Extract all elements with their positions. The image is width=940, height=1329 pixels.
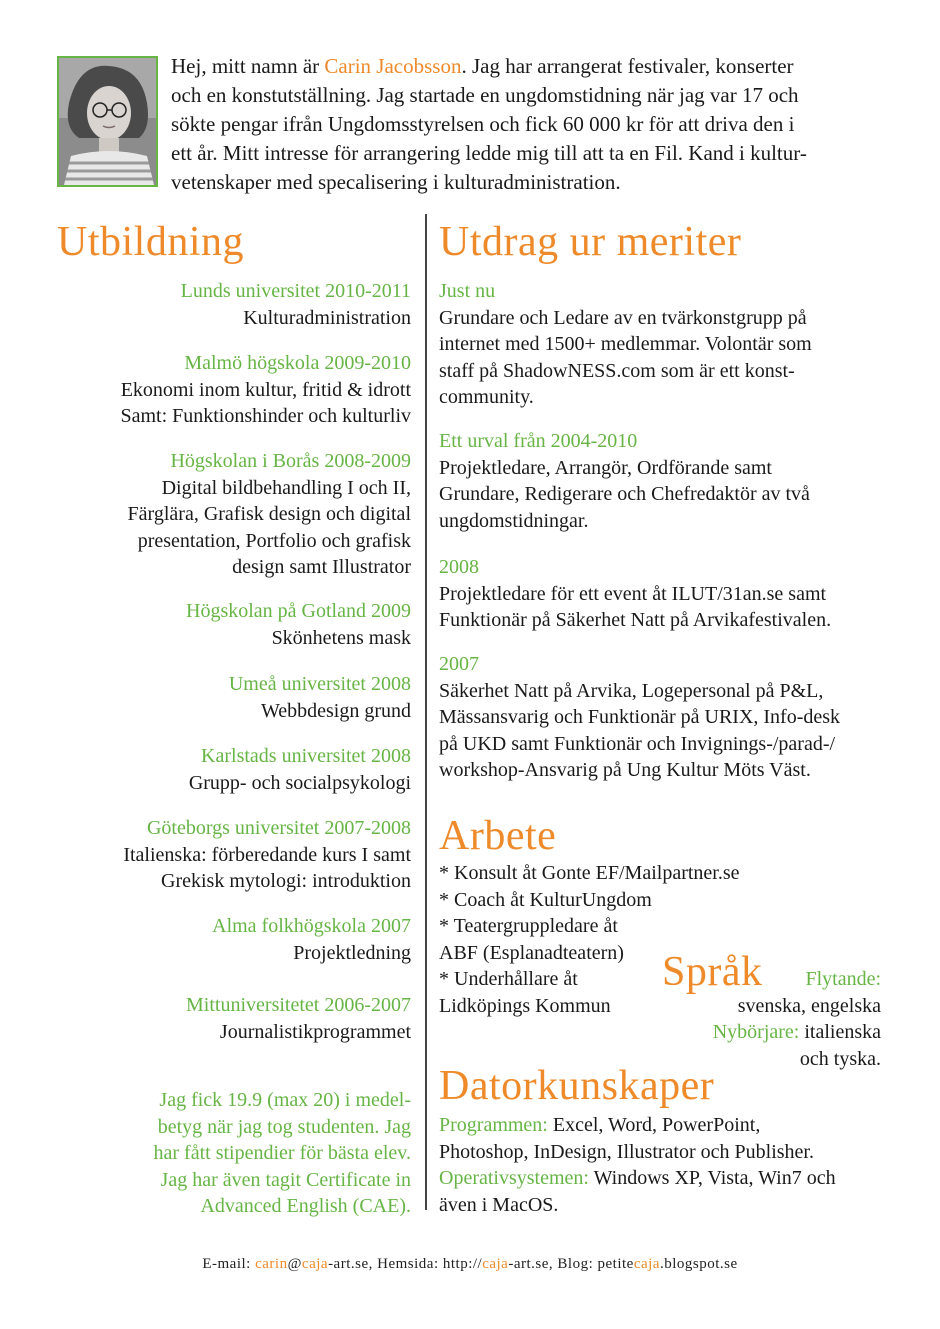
merit-text: Projektledare för ett event åt ILUT/31an.se samt — [439, 582, 827, 605]
languages-fluent-label: Flytande: — [805, 968, 881, 990]
education-course: design samt Illustrator — [232, 556, 411, 578]
education-institution: Umeå universitet 2008 — [228, 673, 411, 695]
education-institution: Högskolan på Gotland 2009 — [186, 600, 411, 622]
education-note-line: Advanced English (CAE). — [200, 1195, 411, 1217]
education-note-line: har fått stipendier för bästa elev. — [153, 1142, 411, 1164]
computer-block — [439, 1112, 899, 1218]
intro-paragraph — [171, 52, 891, 197]
footer-email-domain[interactable]: caja — [301, 1256, 329, 1272]
work-item: * Coach åt KulturUngdom — [439, 888, 652, 911]
intro-line: och en konstutställning. Jag startade en ungdomstidning när jag var 17 och — [171, 83, 799, 107]
languages-fluent-value: svenska, engelska — [737, 994, 881, 1017]
merit-entry — [439, 554, 899, 634]
education-entry — [51, 992, 411, 1045]
merit-label: Just nu — [439, 280, 496, 302]
education-course: Ekonomi inom kultur, fritid & idrott — [120, 378, 411, 401]
languages-beginner-label: Nybörjare: — [712, 1021, 800, 1043]
work-item: Lidköpings Kommun — [439, 994, 611, 1017]
work-heading: Arbete — [439, 813, 557, 859]
footer-email-at: @ — [287, 1256, 302, 1272]
work-item: * Teatergruppledare åt — [439, 915, 618, 937]
education-note-line: Jag har även tagit Certificate in — [160, 1168, 411, 1191]
education-institution: Göteborgs universitet 2007-2008 — [146, 817, 411, 839]
footer-site-rest: -art.se, Blog: petite — [508, 1256, 634, 1272]
education-institution: Alma folkhögskola 2007 — [212, 915, 411, 937]
education-course: Skönhetens mask — [271, 626, 411, 649]
footer-blog-domain[interactable]: caja — [633, 1256, 660, 1272]
computer-programs-value: Photoshop, InDesign, Illustrator och Publisher. — [439, 1140, 814, 1163]
merit-entry — [439, 428, 899, 534]
merit-text: community. — [439, 386, 534, 408]
languages-beginner-value: och tyska. — [799, 1047, 881, 1070]
work-item: * Konsult åt Gonte EF/Mailpartner.se — [439, 862, 740, 884]
work-item: ABF (Esplanadteatern) — [439, 941, 624, 964]
education-institution: Lunds universitet 2010-2011 — [180, 280, 411, 302]
education-note-line: betyg när jag tog studenten. Jag — [157, 1115, 411, 1138]
merit-label: 2007 — [439, 653, 479, 675]
education-entry — [51, 743, 411, 796]
footer-site-domain[interactable]: caja — [482, 1256, 509, 1272]
languages-beginner-value: italienska — [799, 1021, 881, 1043]
education-course: Kulturadministration — [243, 306, 411, 329]
work-item: * Underhållare åt — [439, 968, 578, 990]
computer-os-value: Windows XP, Vista, Win7 och — [588, 1167, 836, 1189]
computer-programs-label: Programmen: — [439, 1114, 548, 1136]
education-course: Grupp- och socialpsykologi — [188, 771, 411, 794]
education-course: Journalistikprogrammet — [219, 1020, 411, 1043]
education-course: Italienska: förberedande kurs I samt — [123, 843, 411, 866]
profile-photo — [57, 56, 158, 187]
merit-text: staff på ShadowNESS.com som är ett konst- — [439, 359, 795, 382]
education-course: presentation, Portfolio och grafisk — [137, 529, 411, 552]
footer-blog-rest: .blogspot.se — [659, 1256, 738, 1272]
education-course: Webbdesign grund — [260, 699, 411, 722]
merit-text: Grundare, Redigerare och Chefredaktör av två — [439, 483, 810, 505]
education-note — [51, 1087, 411, 1220]
intro-line: . Jag har arrangerat festivaler, konserter — [461, 54, 794, 78]
education-entry — [51, 671, 411, 724]
languages-block — [690, 966, 881, 1072]
education-entry — [51, 350, 411, 430]
merit-label: Ett urval från 2004-2010 — [439, 430, 638, 452]
education-course: Digital bildbehandling I och II, — [161, 476, 411, 499]
computer-os-label: Operativsystemen: — [439, 1167, 589, 1189]
footer-email-label: E-mail: — [202, 1256, 256, 1272]
education-entry — [51, 598, 411, 651]
intro-line: sökte pengar ifrån Ungdomsstyrelsen och fick 60 000 kr för att driva den i — [171, 112, 795, 136]
education-course: Färglära, Grafisk design och digital — [127, 503, 411, 525]
merit-text: ungdomstidningar. — [439, 509, 589, 532]
education-institution: Högskolan i Borås 2008-2009 — [170, 450, 411, 472]
education-heading: Utbildning — [57, 219, 245, 265]
education-entry — [51, 278, 411, 331]
merit-entry — [439, 651, 899, 784]
computer-os-value: även i MacOS. — [439, 1193, 559, 1216]
education-course: Grekisk mytologi: introduktion — [161, 870, 411, 892]
merit-text: på UKD samt Funktionär och Invignings-/parad-/ — [439, 732, 836, 755]
merit-text: workshop-Ansvarig på Ung Kultur Möts Väst. — [439, 759, 811, 781]
footer-email-rest: -art.se, Hemsida: http:// — [328, 1256, 483, 1272]
education-institution: Karlstads universitet 2008 — [201, 745, 411, 767]
intro-greeting: Hej, mitt namn är — [171, 54, 325, 78]
merit-label: 2008 — [439, 556, 479, 578]
column-divider — [425, 214, 427, 1210]
education-course: Projektledning — [293, 941, 411, 964]
merit-text: Säkerhet Natt på Arvika, Logepersonal på P&L, — [439, 679, 824, 702]
merit-text: Mässansvarig och Funktionär på URIX, Info-desk — [439, 706, 841, 728]
intro-line: ett år. Mitt intresse för arrangering ledde mig till att ta en Fil. Kand i kultur- — [171, 141, 807, 165]
education-entry — [51, 815, 411, 895]
computer-heading: Datorkunskaper — [439, 1063, 715, 1109]
portrait-illustration — [59, 58, 156, 185]
intro-name: Carin Jacobsson — [324, 54, 462, 78]
merit-text: Funktionär på Säkerhet Natt på Arvikafestivalen. — [439, 609, 832, 631]
languages-heading: Språk — [662, 949, 763, 995]
intro-line: vetenskaper med specalisering i kulturadministration. — [171, 170, 621, 194]
education-entry — [51, 448, 411, 581]
merit-text: Projektledare, Arrangör, Ordförande samt — [439, 456, 772, 479]
computer-programs-value: Excel, Word, PowerPoint, — [547, 1114, 761, 1136]
footer-email-user[interactable]: carin — [255, 1256, 288, 1272]
merit-text: Grundare och Ledare av en tvärkonstgrupp på — [439, 306, 807, 329]
merits-heading: Utdrag ur meriter — [439, 219, 742, 265]
education-institution: Mittuniversitetet 2006-2007 — [186, 994, 411, 1016]
merit-entry — [439, 278, 899, 411]
merit-text: internet med 1500+ medlemmar. Volontär som — [439, 333, 812, 355]
education-institution: Malmö högskola 2009-2010 — [184, 352, 411, 374]
education-note-line: Jag fick 19.9 (max 20) i medel- — [159, 1089, 411, 1111]
education-course: Samt: Funktionshinder och kulturliv — [120, 405, 411, 427]
contact-footer — [0, 1256, 940, 1273]
education-entry — [51, 913, 411, 966]
